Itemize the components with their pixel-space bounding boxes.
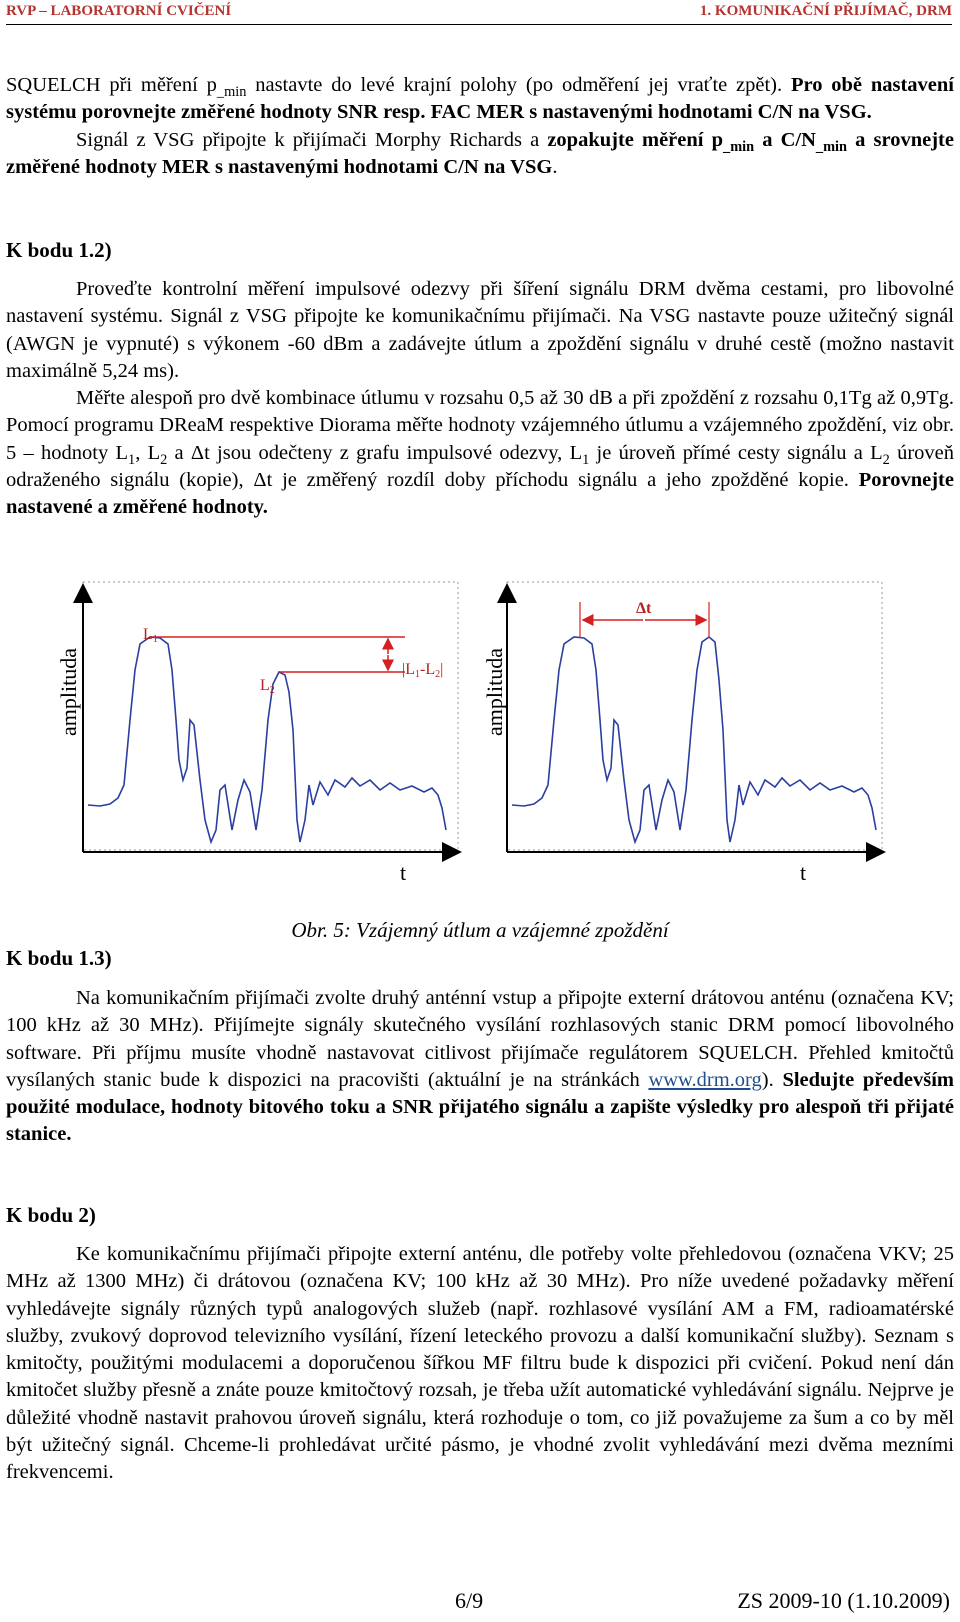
right-x-label: t xyxy=(800,860,807,885)
impulse-response-figure xyxy=(0,580,960,910)
dt-label: Δt xyxy=(636,600,652,617)
header-right: 1. KOMUNIKAČNÍ PŘIJÍMAČ, DRM xyxy=(699,3,952,19)
footer-term: ZS 2009-10 (1.10.2009) xyxy=(737,1588,950,1613)
section-1-2-text xyxy=(6,276,954,522)
left-signal-trace xyxy=(88,637,446,842)
section-1-2-paragraph-1: Proveďte kontrolní měření impulsové odezvy při šíření signálu DRM dvěma cestami, pro libovolné nastavení systému. Signál z VSG připojte ke komunikačnímu přijímači. Na VSG nastavte pouze užitečný signál (AWGN je vypnuté) s výkonem -60 dBm a zadávejte útlum a zpoždění signálu v druhé cestě (možno nastavit maximálně 5,24 ms). xyxy=(6,278,954,382)
header-left: RVP – LABORATORNÍ CVIČENÍ xyxy=(6,3,232,19)
section-1-3-paragraph: Na komunikačním přijímači zvolte druhý anténní vstup a připojte externí drátovou anténu (označena KV; 100 kHz až 30 MHz). Přijímejte signály skutečného vysílání rozhlasových stanic DRM pomocí libovolného software. Při příjmu musíte vhodně nastavovat citlivost přijímače regulátorem SQUELCH. Přehled kmitočtů vysílaných stanic bude k dispozici na pracovišti (aktuální je na stránkách www.drm.org). Sledujte především použité modulace, hodnoty bitového toku a SNR přijatého signálu a zapište výsledky pro alespoň tři přijaté stanice. xyxy=(6,987,955,1146)
left-graph xyxy=(56,582,460,885)
section-2-text xyxy=(6,1241,954,1487)
figure-caption: Obr. 5: Vzájemný útlum a vzájemné zpoždění xyxy=(291,918,669,942)
l1-label: L1 xyxy=(143,626,158,645)
intro-text xyxy=(6,72,954,181)
section-heading-1-2: K bodu 1.2) xyxy=(6,238,112,262)
right-y-label: amplituda xyxy=(482,648,507,736)
right-graph xyxy=(482,582,884,885)
l2-label: L2 xyxy=(260,677,275,696)
left-x-label: t xyxy=(400,860,407,885)
left-y-label: amplituda xyxy=(56,648,81,736)
section-heading-2: K bodu 2) xyxy=(6,1203,96,1227)
drm-link[interactable]: www.drm.org xyxy=(648,1068,762,1091)
section-heading-1-3: K bodu 1.3) xyxy=(6,946,112,970)
page-number: 6/9 xyxy=(455,1588,484,1613)
intro-paragraph-2: Signál z VSG připojte k přijímači Morphy Richards a zopakujte měření $p_{\_min}$ a $C/N_{\_min}$ a srovnejte změřené hodnoty MER s nastavenými hodnotami C/N na VSG. xyxy=(6,128,954,178)
section-1-3-text xyxy=(6,985,954,1149)
page-header xyxy=(6,2,952,25)
diff-label: |L1-L2| xyxy=(402,661,444,680)
intro-paragraph-1: SQUELCH při měření $p_{\_min}$ nastavte do levé krajní polohy (po odměření jej vraťte zpět). Pro obě nastavení systému porovnejte změřené hodnoty SNR resp. FAC MER s nastavenými hodnotami C/N na VSG. xyxy=(6,74,954,124)
right-signal-trace xyxy=(512,637,876,842)
section-2-paragraph: Ke komunikačnímu přijímači připojte externí anténu, dle potřeby volte přehledovou (označena VKV; 25 MHz až 1300 MHz) či drátovou (označena KV; 100 kHz až 30 MHz). Pro níže uvedené požadavky měření vyhledávejte signály různých typů analogových služeb (např. rozhlasové vysílání AM a FM, radioamatérské služby, zvukový doprovod televizního vysílání, řízení leteckého provozu a další komunikační služby). Seznam s kmitočty, použitými modulacemi a doporučenou šířkou MF filtru bude k dispozici při cvičení. Pokud není dán kmitočet služby přesně a znáte pouze kmitočtový rozsah, je třeba užít automatické vyhledávání signálu. Nejprve je důležité vhodně nastavit prahovou úroveň signálu, která rozhoduje o tom, co již považujeme za šum a co by měl být užitečný signál. Chceme-li prohledávat určité pásmo, je vhodné zvolit vyhledávání mezi dvěma mezními frekvencemi. xyxy=(6,1243,954,1484)
section-1-2-paragraph-2: Měřte alespoň pro dvě kombinace útlumu v rozsahu 0,5 až 30 dB a při zpoždění z rozsahu 0,1Tg až 0,9Tg. Pomocí programu DReaM respektive Diorama měřte hodnoty vzájemného útlumu a vzájemného zpoždění, viz obr. 5 – hodnoty $L_1$, $L_2$ a Δt jsou odečteny z grafu impulsové odezvy, $L_1$ je úroveň přímé cesty signálu a $L_2$ úroveň odraženého signálu (kopie), Δt je změřený rozdíl doby příchodu signálu a jeho zpožděné kopie. Porovnejte nastavené a změřené hodnoty. xyxy=(6,387,954,519)
left-graph-frame xyxy=(83,582,458,850)
right-graph-frame xyxy=(507,582,882,850)
